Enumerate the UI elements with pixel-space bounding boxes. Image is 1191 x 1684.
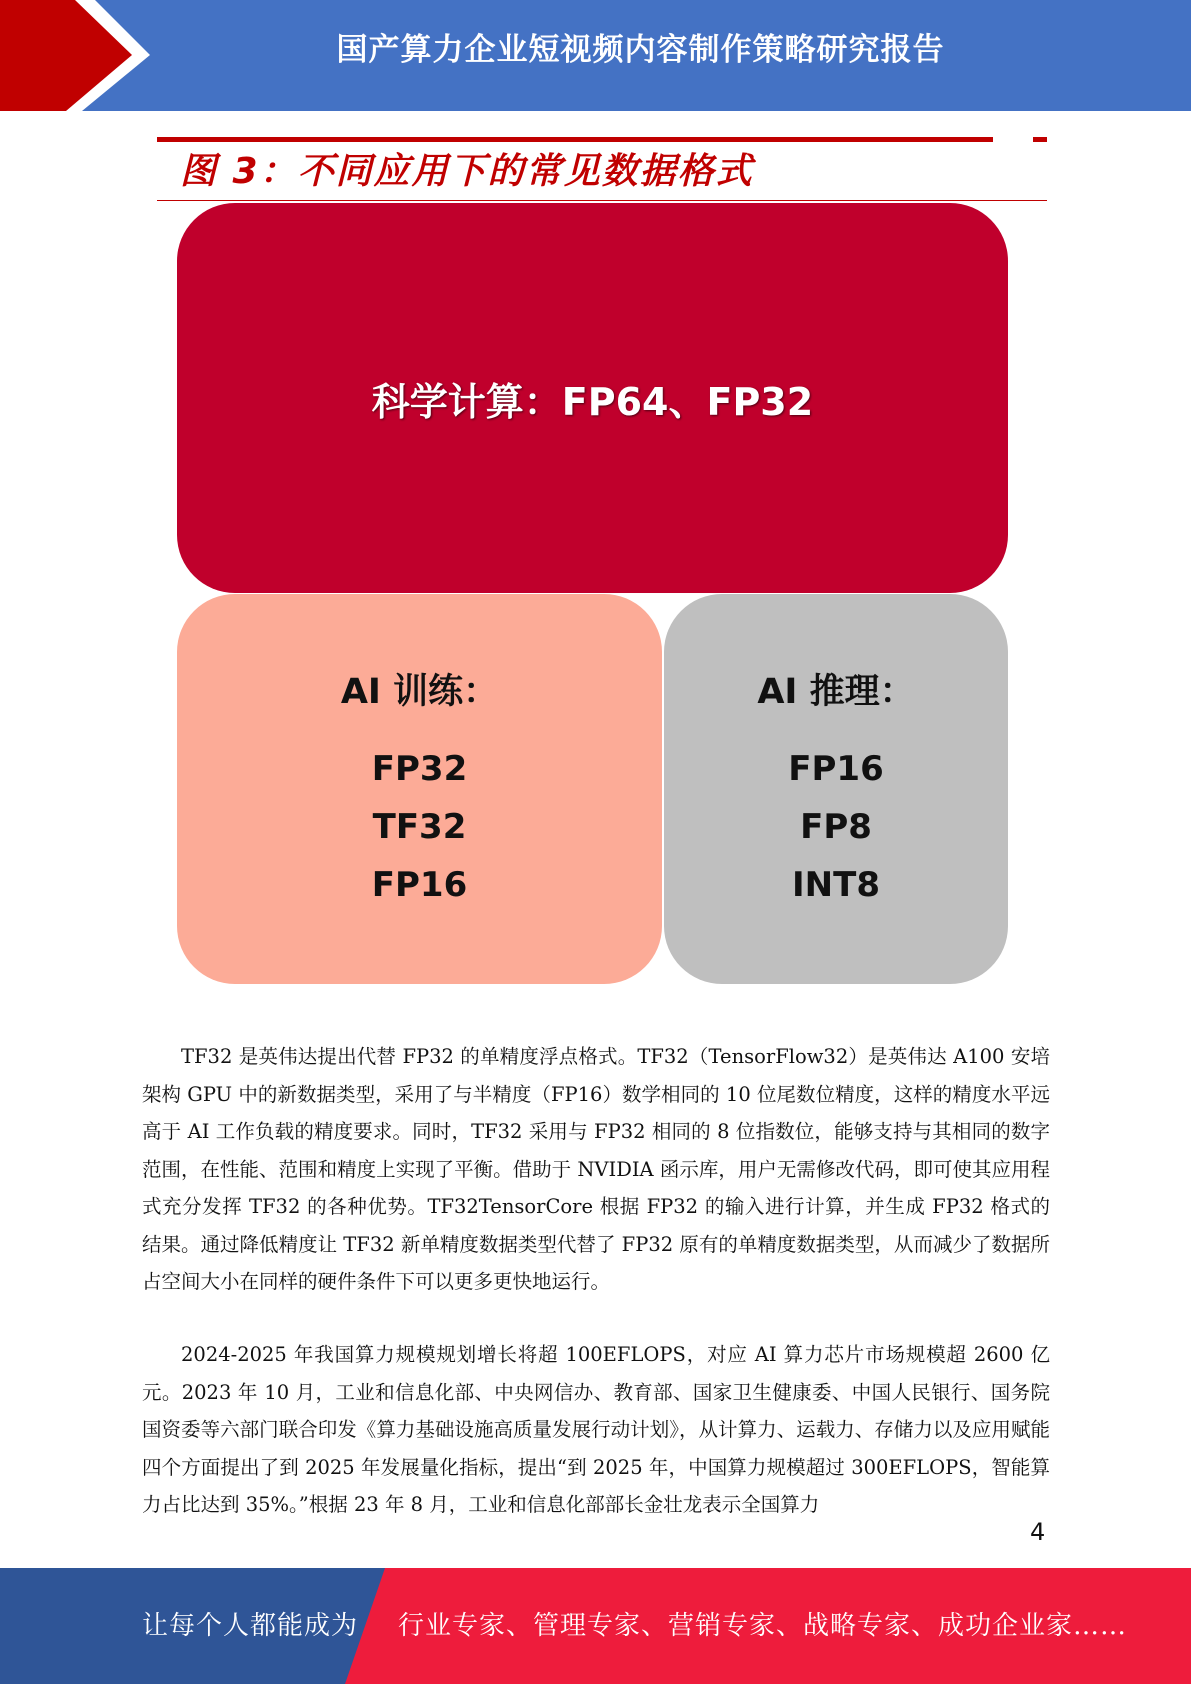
- footer-slogan-left: 让每个人都能成为: [142, 1611, 359, 1641]
- footer-slogan-right: 行业专家、管理专家、营销专家、战略专家、成功企业家……: [398, 1611, 1128, 1641]
- figure-title: 图 3：不同应用下的常见数据格式: [180, 151, 754, 192]
- ai-inference-format: FP16: [788, 749, 884, 789]
- scientific-computing-label: 科学计算：FP64、FP32: [371, 379, 814, 424]
- ai-inference-format: INT8: [792, 865, 880, 905]
- ai-training-format: FP16: [371, 865, 468, 905]
- page-footer: [0, 1568, 1191, 1684]
- body-paragraph: TF32 是英伟达提出代替 FP32 的单精度浮点格式。TF32（TensorFlow32）是英伟达 A100 安培架构 GPU 中的新数据类型，采用了与半精度（FP16）数学相同的 10 位尾数位精度，这样的精度水平远高于 AI 工作负载的精度要求。同时，TF32 采用与 FP32 相同的 8 位指数位，能够支持与其相同的数字范围，在性能、范围和精度上实现了平衡。借助于 NVIDIA 函示库，用户无需修改代码，即可使其应用程式充分发挥 TF32 的各种优势。TF32TensorCore 根据 FP32 的输入进行计算，并生成 FP32 格式的结果。通过降低精度让 TF32 新单精度数据类型代替了 FP32 原有的单精度数据类型，从而减少了数据所占空间大小在同样的硬件条件下可以更多更快地运行。: [142, 1045, 1050, 1293]
- body-paragraph: 2024-2025 年我国算力规模规划增长将超 100EFLOPS，对应 AI 算力芯片市场规模超 2600 亿元。2023 年 10 月，工业和信息化部、中央网信办、教育部、国家卫生健康委、中国人民银行、国务院国资委等六部门联合印发《算力基础设施高质量发展行动计划》，从计算力、运载力、存储力以及应用赋能四个方面提出了到 2025 年发展量化指标，提出“到 2025 年，中国算力规模超过 300EFLOPS，智能算力占比达到 35%。”根据 23 年 8 月，工业和信息化部部长金壮龙表示全国算力: [142, 1343, 1050, 1516]
- scientific-computing-box: [177, 203, 1008, 593]
- page-header: [0, 0, 1191, 111]
- ai-inference-format: FP8: [800, 807, 872, 847]
- page-number: 4: [1030, 1518, 1046, 1546]
- ai-training-format: TF32: [372, 807, 467, 847]
- ai-inference-heading: AI 推理：: [757, 672, 915, 712]
- figure-title-rule-top: [157, 137, 993, 142]
- ai-training-box: [177, 594, 662, 984]
- figure-title-rule-dash: [1033, 137, 1047, 142]
- ai-inference-box: [664, 594, 1008, 984]
- figure-title-rule-bottom: [157, 200, 1047, 201]
- report-title: 国产算力企业短视频内容制作策略研究报告: [336, 32, 945, 68]
- ai-training-heading: AI 训练：: [340, 672, 499, 712]
- ai-training-format: FP32: [371, 749, 468, 789]
